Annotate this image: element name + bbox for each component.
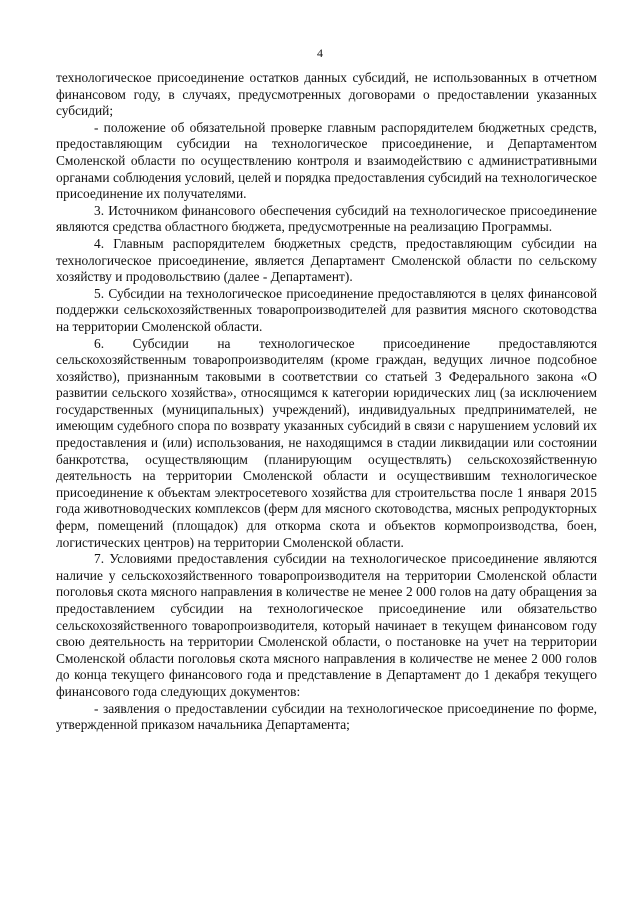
paragraph-continuation: технологическое присоединение остатков данных субсидий, не использованных в отчетном финансовом году, в случаях, предусмотренных договорами о предоставлении указанных субсидий; [56,70,597,119]
paragraph-4-chief-administrator: 4. Главным распорядителем бюджетных средств, предоставляющим субсидии на технологическое присоединение, является Департамент Смоленской области по сельскому хозяйству и продовольствию (далее - Департамент). [56,235,597,285]
paragraph-7-conditions: 7. Условиями предоставления субсидии на технологическое присоединение являются наличие у сельскохозяйственного товаропроизводителя на территории Смоленской области поголовья скота мясного направления в количестве не менее 2 000 голов на дату обращения за предоставлением субсидии на технологическое присоединение или обязательство сельскохозяйственного товаропроизводителя, который начинает в текущем финансовом году свою деятельность на территории Смоленской области, о постановке на учет на территории Смоленской области поголовья скота мясного направления в количестве не менее 2 000 голов до конца текущего финансового года и представление в Департамент до 1 декабря текущего финансового года следующих документов: [56,551,597,699]
paragraph-3-funding-source: 3. Источником финансового обеспечения субсидий на технологическое присоединение являются средства областного бюджета, предусмотренные на реализацию Программы. [56,202,597,235]
paragraph-6-recipients: 6. Субсидии на технологическое присоединение предоставляются сельскохозяйственным товаропроизводителям (кроме граждан, ведущих личное подсобное хозяйство), признанным таковыми в соответствии со статьей 3 Федерального закона «О развитии сельского хозяйства», относящимся к категории юридических лиц (за исключением государственных (муниципальных) учреждений), индивидуальных предпринимателей, не имеющим судебного спора по возврату указанных субсидий в связи с нарушением условий их предоставления и (или) использования, не находящимся в стадии ликвидации или состоянии банкротства, осуществляющим (планирующим осуществлять) сельскохозяйственную деятельность на территории Смоленской области и осуществившим технологическое присоединение к объектам электросетевого хозяйства для строительства после 1 января 2015 года животноводческих комплексов (ферм для мясного скотоводства, мясных репродукторных ферм, помещений (площадок) для откорма скота и объектов кормопроизводства, боен, логистических центров) на территории Смоленской области. [56,335,597,550]
paragraph-5-purpose: 5. Субсидии на технологическое присоединение предоставляются в целях финансовой поддержки сельскохозяйственных товаропроизводителей для развития мясного скотоводства на территории Смоленской области. [56,285,597,334]
paragraph-control-provision: - положение об обязательной проверке главным распорядителем бюджетных средств, предоставляющим субсидии на технологическое присоединение, и Департаментом Смоленской области по осуществлению контроля и взаимодействию с административными органами соблюдения условий, целей и порядка предоставления субсидий на технологическое присоединение их получателями. [56,119,597,202]
paragraph-application-document: - заявления о предоставлении субсидии на технологическое присоединение по форме, утвержденной приказом начальника Департамента; [56,700,597,733]
page-number: 4 [317,46,323,60]
body-text [56,70,597,734]
